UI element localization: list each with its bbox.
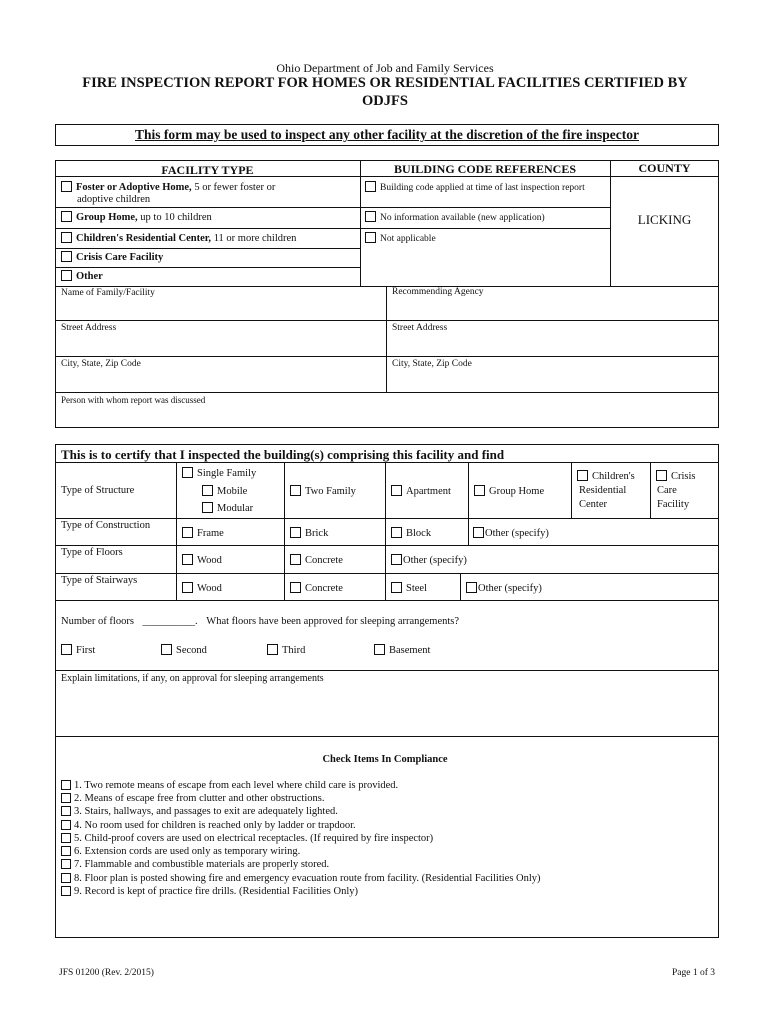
- form-number: JFS 01200 (Rev. 2/2015): [59, 968, 154, 978]
- checkbox[interactable]: [61, 873, 71, 883]
- checkbox[interactable]: [61, 270, 72, 281]
- compliance-item[interactable]: 6. Extension cords are used only as temporary wiring.: [61, 846, 300, 857]
- checkbox[interactable]: [365, 211, 376, 222]
- structure-label: Type of Structure: [61, 485, 135, 496]
- form-title-line1: FIRE INSPECTION REPORT FOR HOMES OR RESIDENTIAL FACILITIES CERTIFIED BY: [82, 75, 688, 91]
- structure-childrens-center[interactable]: Children's: [577, 470, 635, 482]
- structure-modular[interactable]: Modular: [202, 502, 253, 514]
- compliance-item[interactable]: 4. No room used for children is reached only by ladder or trapdoor.: [61, 820, 356, 831]
- construction-other[interactable]: Other (specify): [473, 527, 549, 539]
- checkbox[interactable]: [182, 582, 193, 593]
- checkbox[interactable]: [61, 859, 71, 869]
- checkbox[interactable]: [391, 582, 402, 593]
- page-number: Page 1 of 3: [671, 968, 715, 978]
- discretion-banner: [55, 124, 719, 146]
- checkbox[interactable]: [182, 554, 193, 565]
- name-label: Name of Family/Facility: [61, 288, 155, 298]
- checkbox[interactable]: [61, 833, 71, 843]
- facility-type-crisis-care[interactable]: Crisis Care Facility: [61, 251, 163, 263]
- sleeping-question: What floors have been approved for sleeping arrangements?: [206, 616, 460, 627]
- sleeping-basement[interactable]: Basement: [374, 644, 430, 656]
- construction-frame[interactable]: Frame: [182, 527, 224, 539]
- structure-childrens-line2: Residential: [579, 485, 627, 496]
- num-floors-row: [61, 616, 459, 627]
- checkbox[interactable]: [161, 644, 172, 655]
- compliance-item[interactable]: 3. Stairs, hallways, and passages to exit are adequately lighted.: [61, 806, 338, 817]
- stairways-concrete[interactable]: Concrete: [290, 582, 343, 594]
- structure-single-family[interactable]: Single Family: [182, 467, 256, 479]
- checkbox[interactable]: [182, 527, 193, 538]
- compliance-item[interactable]: 5. Child-proof covers are used on electrical receptacles. (If required by fire inspector): [61, 833, 433, 844]
- checkbox[interactable]: [202, 485, 213, 496]
- structure-group-home[interactable]: Group Home: [474, 485, 544, 497]
- checkbox[interactable]: [61, 780, 71, 790]
- stairways-steel[interactable]: Steel: [391, 582, 427, 594]
- sleeping-third[interactable]: Third: [267, 644, 305, 656]
- stairways-wood[interactable]: Wood: [182, 582, 222, 594]
- num-floors-input[interactable]: __________.: [142, 616, 198, 627]
- facility-type-foster[interactable]: Foster or Adoptive Home, 5 or fewer foster or: [61, 181, 275, 193]
- structure-childrens-line3: Center: [579, 499, 607, 510]
- building-code-last-inspection[interactable]: Building code applied at time of last inspection report: [365, 181, 585, 193]
- floors-label: Type of Floors: [61, 547, 123, 558]
- checkbox[interactable]: [61, 644, 72, 655]
- facility-type-foster-line2: adoptive children: [77, 194, 151, 205]
- checkbox[interactable]: [290, 527, 301, 538]
- checkbox[interactable]: [61, 820, 71, 830]
- compliance-item[interactable]: 1. Two remote means of escape from each level where child care is provided.: [61, 780, 398, 791]
- facility-type-residential-center[interactable]: Children's Residential Center, 11 or more children: [61, 232, 296, 244]
- structure-apartment[interactable]: Apartment: [391, 485, 451, 497]
- stairways-label: Type of Stairways: [61, 575, 138, 586]
- checkbox[interactable]: [61, 886, 71, 896]
- checkbox[interactable]: [61, 806, 71, 816]
- checkbox[interactable]: [61, 846, 71, 856]
- building-code-header: BUILDING CODE REFERENCES: [393, 162, 577, 176]
- compliance-item[interactable]: 2. Means of escape free from clutter and other obstructions.: [61, 793, 324, 804]
- county-header: COUNTY: [638, 161, 691, 175]
- checkbox[interactable]: [656, 470, 667, 481]
- floors-other[interactable]: Other (specify): [391, 554, 467, 566]
- sleeping-first[interactable]: First: [61, 644, 95, 656]
- structure-crisis-care[interactable]: Crisis: [656, 470, 696, 482]
- checkbox[interactable]: [182, 467, 193, 478]
- floors-wood[interactable]: Wood: [182, 554, 222, 566]
- checkbox[interactable]: [577, 470, 588, 481]
- checkbox[interactable]: [374, 644, 385, 655]
- checkbox[interactable]: [290, 582, 301, 593]
- person-label: Person with whom report was discussed: [61, 395, 206, 405]
- checkbox[interactable]: [61, 181, 72, 192]
- city-label: City, State, Zip Code: [61, 359, 141, 369]
- structure-mobile[interactable]: Mobile: [202, 485, 247, 497]
- compliance-item[interactable]: 7. Flammable and combustible materials are properly stored.: [61, 859, 329, 870]
- facility-type-other[interactable]: Other: [61, 270, 103, 282]
- structure-crisis-line3: Facility: [657, 499, 690, 510]
- checkbox[interactable]: [473, 527, 484, 538]
- agency-street-label: Street Address: [392, 323, 448, 333]
- discretion-note: This form may be used to inspect any other facility at the discretion of the fire inspector: [135, 127, 639, 142]
- county-value[interactable]: LICKING: [637, 212, 692, 227]
- checkbox[interactable]: [61, 232, 72, 243]
- certify-text: This is to certify that I inspected the building(s) comprising this facility and find: [61, 447, 505, 462]
- checkbox[interactable]: [466, 582, 477, 593]
- num-floors-label: Number of floors: [61, 616, 134, 627]
- checkbox[interactable]: [267, 644, 278, 655]
- checkbox[interactable]: [61, 251, 72, 262]
- checkbox[interactable]: [474, 485, 485, 496]
- form-title-line2: ODJFS: [362, 93, 408, 109]
- stairways-other[interactable]: Other (specify): [466, 582, 542, 594]
- construction-label: Type of Construction: [61, 520, 151, 531]
- compliance-item[interactable]: 9. Record is kept of practice fire drills. (Residential Facilities Only): [61, 886, 358, 897]
- limitations-label: Explain limitations, if any, on approval for sleeping arrangements: [61, 673, 324, 684]
- checkbox[interactable]: [365, 181, 376, 192]
- checkbox[interactable]: [391, 485, 402, 496]
- facility-type-header: FACILITY TYPE: [161, 163, 254, 177]
- agency-city-label: City, State, Zip Code: [392, 359, 472, 369]
- building-code-not-applicable[interactable]: Not applicable: [365, 232, 436, 244]
- building-code-no-info[interactable]: No information available (new application): [365, 211, 545, 223]
- structure-crisis-line2: Care: [657, 485, 677, 496]
- facility-type-group-home[interactable]: Group Home, up to 10 children: [61, 211, 212, 223]
- checkbox[interactable]: [391, 527, 402, 538]
- sleeping-second[interactable]: Second: [161, 644, 207, 656]
- checkbox[interactable]: [61, 211, 72, 222]
- checkbox[interactable]: [391, 554, 402, 565]
- checkbox[interactable]: [290, 554, 301, 565]
- street-label: Street Address: [61, 323, 117, 333]
- agency-name: Ohio Department of Job and Family Services: [276, 61, 494, 75]
- compliance-title: Check Items In Compliance: [322, 754, 448, 765]
- structure-two-family[interactable]: Two Family: [290, 485, 356, 497]
- floors-concrete[interactable]: Concrete: [290, 554, 343, 566]
- construction-brick[interactable]: Brick: [290, 527, 328, 539]
- compliance-item[interactable]: 8. Floor plan is posted showing fire and emergency evacuation route from facility. (Residential Facilities Only): [61, 873, 541, 884]
- agency-label: Recommending Agency: [392, 287, 484, 297]
- checkbox[interactable]: [202, 502, 213, 513]
- checkbox[interactable]: [365, 232, 376, 243]
- checkbox[interactable]: [290, 485, 301, 496]
- construction-block[interactable]: Block: [391, 527, 431, 539]
- checkbox[interactable]: [61, 793, 71, 803]
